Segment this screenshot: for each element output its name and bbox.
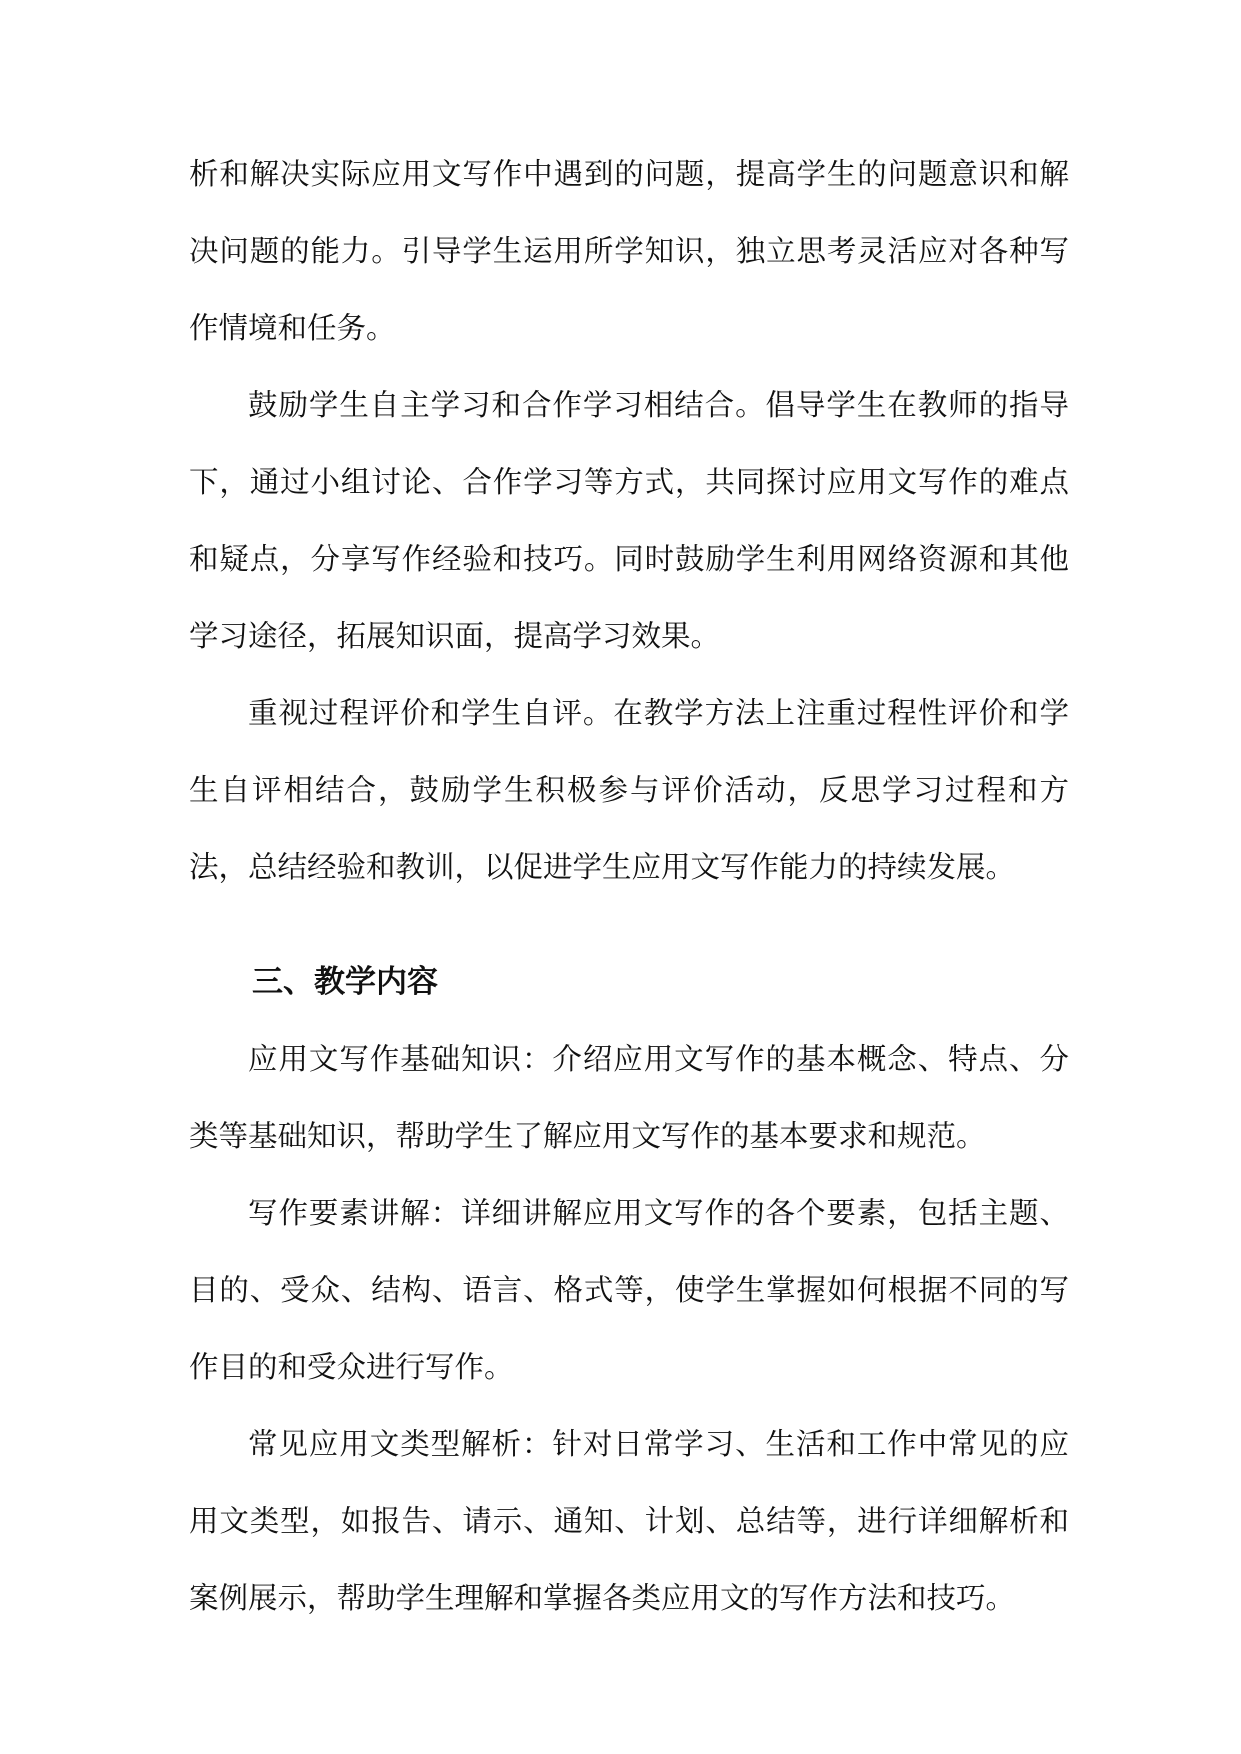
paragraph-common-types: 常见应用文类型解析：针对日常学习、生活和工作中常见的应用文类型，如报告、请示、通知、计划、总结等，进行详细解析和案例展示，帮助学生理解和掌握各类应用文的写作方法和技巧。 bbox=[189, 1427, 1069, 1615]
paragraph-problem-solving: 析和解决实际应用文写作中遇到的问题，提高学生的问题意识和解决问题的能力。引导学生运用所学知识，独立思考灵活应对各种写作情境和任务。 bbox=[189, 157, 1069, 345]
section-heading-teaching-content: 三、教学内容 bbox=[252, 964, 438, 1000]
paragraph-cooperative-learning: 鼓励学生自主学习和合作学习相结合。倡导学生在教师的指导下，通过小组讨论、合作学习等方式，共同探讨应用文写作的难点和疑点，分享写作经验和技巧。同时鼓励学生利用网络资源和其他学习途径，拓展知识面，提高学习效果。 bbox=[189, 388, 1069, 653]
document-body bbox=[189, 136, 1069, 1637]
paragraph-writing-elements: 写作要素讲解：详细讲解应用文写作的各个要素，包括主题、目的、受众、结构、语言、格式等，使学生掌握如何根据不同的写作目的和受众进行写作。 bbox=[189, 1196, 1069, 1384]
paragraph-process-evaluation: 重视过程评价和学生自评。在教学方法上注重过程性评价和学生自评相结合，鼓励学生积极参与评价活动，反思学习过程和方法，总结经验和教训，以促进学生应用文写作能力的持续发展。 bbox=[189, 696, 1069, 884]
paragraph-basic-knowledge: 应用文写作基础知识：介绍应用文写作的基本概念、特点、分类等基础知识，帮助学生了解应用文写作的基本要求和规范。 bbox=[189, 1042, 1069, 1153]
